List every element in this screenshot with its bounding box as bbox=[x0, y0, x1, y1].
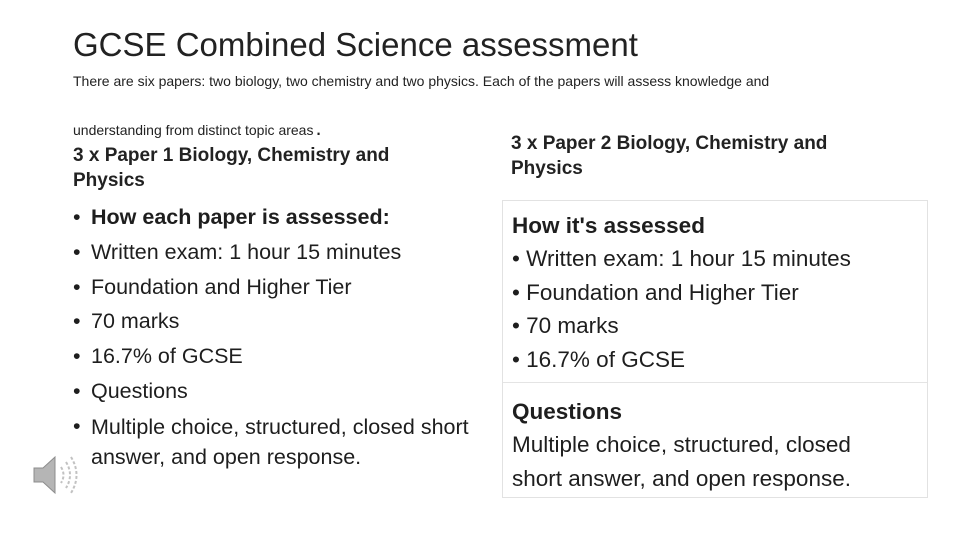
assessed-line: • Foundation and Higher Tier bbox=[512, 279, 799, 305]
assessed-line: • 70 marks bbox=[512, 313, 619, 339]
list-item: • Written exam: 1 hour 15 minutes bbox=[73, 235, 473, 270]
list-item: • 16.7% of GCSE bbox=[73, 339, 473, 374]
assessed-line: • Written exam: 1 hour 15 minutes bbox=[512, 246, 851, 272]
list-item: • Multiple choice, structured, closed short answer, and open response. bbox=[73, 409, 473, 475]
speaker-icon[interactable] bbox=[30, 453, 80, 497]
list-item: • How each paper is assessed: bbox=[73, 200, 473, 235]
bullet-dot: • bbox=[73, 205, 81, 229]
slide-title: GCSE Combined Science assessment bbox=[73, 26, 638, 63]
paper-2-table bbox=[502, 200, 928, 498]
list-item: • Questions bbox=[73, 374, 473, 409]
questions-line: Multiple choice, structured, closed bbox=[512, 432, 851, 458]
bullet-dot: • bbox=[73, 344, 81, 369]
questions-heading: Questions bbox=[512, 399, 623, 424]
bullet-dot: • bbox=[73, 378, 81, 403]
paper-2-heading: 3 x Paper 2 Biology, Chemistry and Physics bbox=[511, 133, 828, 179]
list-item: • Foundation and Higher Tier bbox=[73, 270, 473, 305]
paper-1-bullet-list bbox=[73, 200, 473, 475]
list-item: • 70 marks bbox=[73, 304, 473, 339]
bullet-dot: • bbox=[73, 274, 81, 299]
intro-terminal: . bbox=[315, 115, 322, 140]
intro-line-2: understanding from distinct topic areas. bbox=[73, 115, 322, 140]
questions-line: short answer, and open response. bbox=[512, 465, 851, 491]
questions-cell bbox=[503, 387, 927, 497]
intro-line-1: There are six papers: two biology, two chemistry and two physics. Each of the papers will assess knowledge and bbox=[73, 73, 770, 89]
assessed-cell bbox=[503, 201, 927, 383]
assessed-heading: How it's assessed bbox=[512, 213, 705, 238]
bullet-dot: • bbox=[73, 413, 81, 438]
bullet-dot: • bbox=[73, 239, 81, 264]
assessed-line: • 16.7% of GCSE bbox=[512, 346, 685, 372]
bullet-dot: • bbox=[73, 309, 81, 334]
paper-1-heading: 3 x Paper 1 Biology, Chemistry and Physics bbox=[73, 145, 390, 191]
speaker-icon-graphic bbox=[30, 453, 80, 497]
